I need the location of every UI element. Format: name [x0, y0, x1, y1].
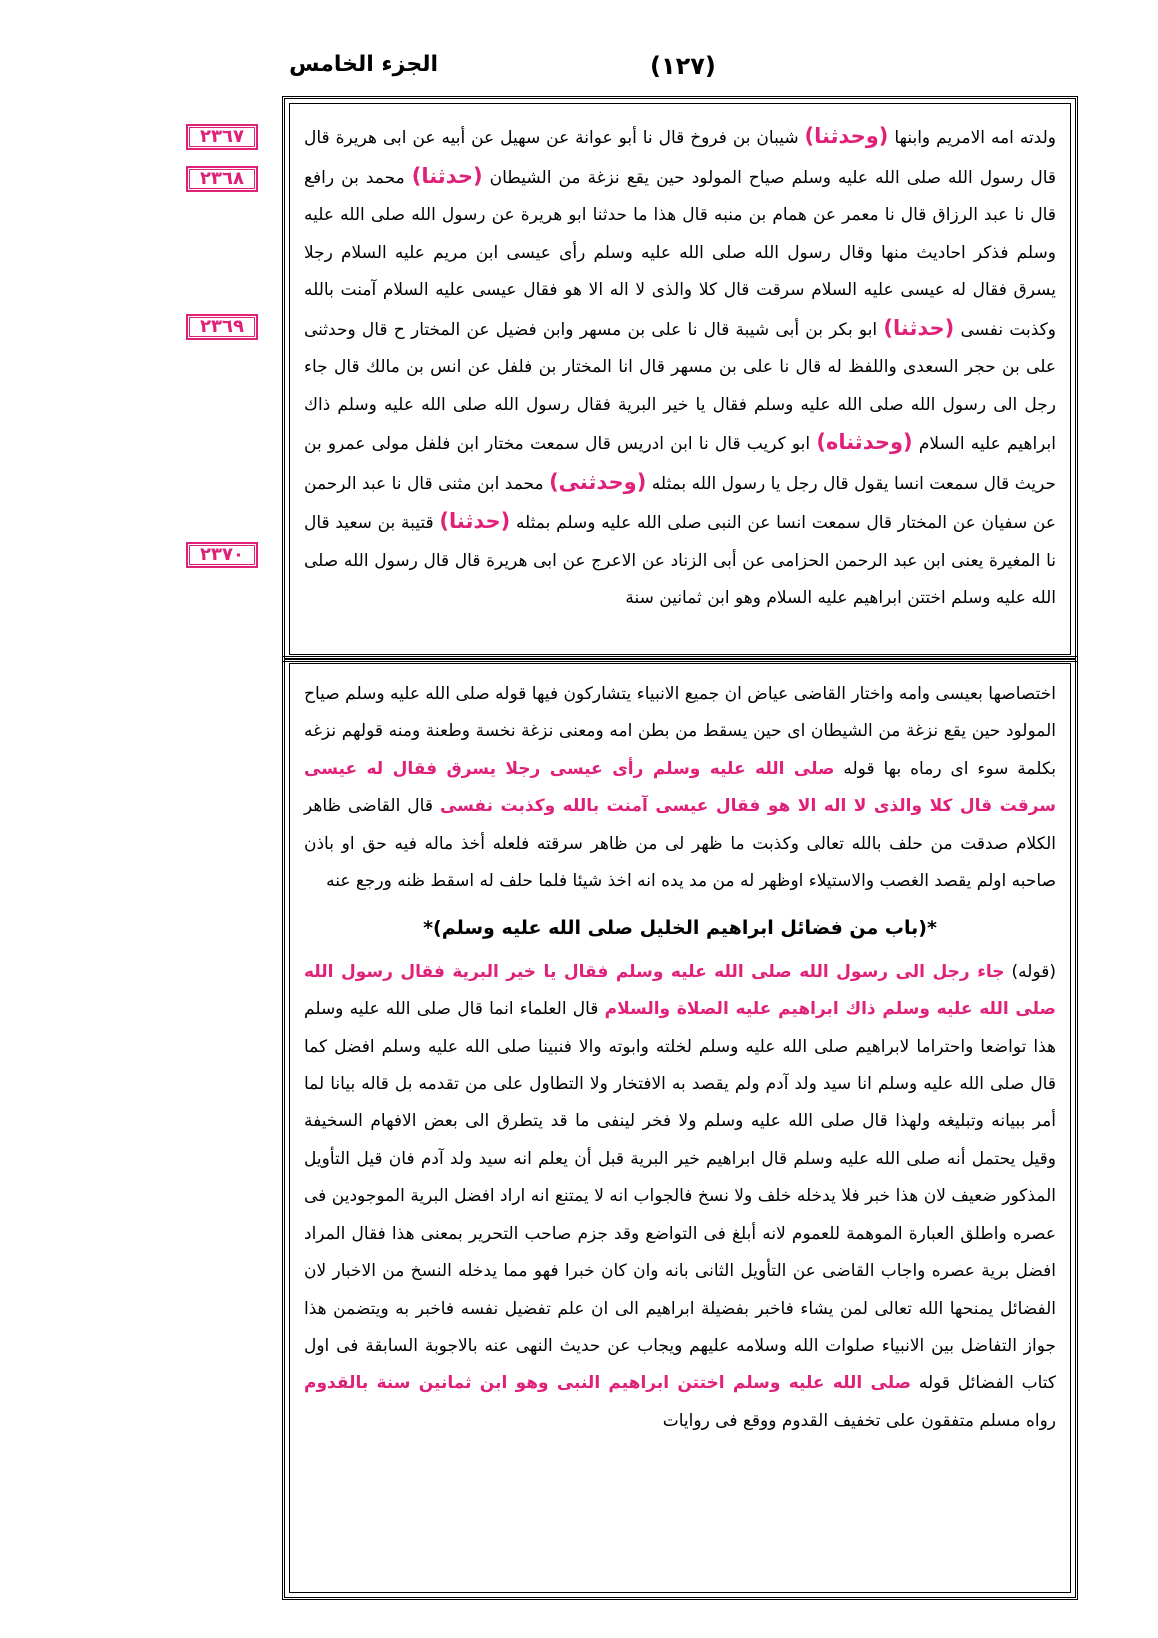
- commentary-paragraph: [304, 954, 1056, 1440]
- commentary-text: [290, 664, 1070, 1440]
- commentary-paragraph: [304, 676, 1056, 900]
- page-number: (١٢٧): [650, 52, 716, 80]
- text-segment: محمد ابن مثنى قال نا عبد الرحمن عن سفيان عن المختار قال سمعت انسا عن النبى صلى الله عليه وسلم بمثله: [304, 473, 1057, 533]
- text-segment: رواه مسلم متفقون على تخفيف القدوم ووقع فى روايات: [662, 1410, 1056, 1431]
- hadith-paragraph: [304, 118, 1056, 618]
- quoted-hadith: صلى الله عليه وسلم رأى عيسى رجلا يسرق فقال له عيسى سرقت قال كلا والذى لا اله الا هو فقال عيسى آمنت بالله وكذبت نفسى: [304, 758, 1057, 817]
- hadith-text-frame: [282, 96, 1078, 662]
- hadith-number: ٢٣٦٩: [186, 314, 258, 340]
- text-segment: محمد بن رافع قال نا عبد الرزاق قال نا معمر عن همام بن منبه قال هذا ما حدثنا ابو هريرة عن رسول الله صلى الله عليه وسلم فذكر احاديث منها وقال رسول الله صلى الله عليه وسلم رأى عيسى ابن مريم عليه السلام رجلا يسرق فقال له عيسى عليه السلام سرقت قال كلا والذى لا اله الا هو فقال عيسى عليه السلام آمنت بالله وكذبت نفسى: [304, 167, 1056, 340]
- text-segment: قال العلماء انما قال صلى الله عليه وسلم هذا تواضعا واحتراما لابراهيم صلى الله عليه وسلم لخلته وابوته والا فنبينا صلى الله عليه وسلم افضل كما قال صلى الله عليه وسلم انا سيد ولد آدم ولم يقصد به الافتخار ولا التطاول على من تقدمه بل قاله بيانا لما أمر ببيانه وتبليغه ولهذا قال صلى الله عليه وسلم ولا فخر لينفى ما قد يتطرق الى بعض الافهام السخيفة وقيل يحتمل أنه صلى الله عليه وسلم قال ابراهيم خير البرية قبل أن يعلم انه سيد ولد آدم فان قيل التأويل المذكور ضعيف لان هذا خبر فلا يدخله خلف ولا نسخ فالجواب انه لا يمتنع انه اراد افضل البرية الموجودين فى عصره واطلق العبارة الموهمة للعموم لانه أبلغ فى التواضع وقد جزم صاحب التحرير بمعنى هذا فقال المراد افضل برية عصره واجاب القاضى عن التأويل الثانى بانه وان كان خبرا فهو مما يدخله النسخ من الاخبار لان الفضائل يمنحها الله تعالى لمن يشاء فاخبر بفضيلة ابراهيم الى ان علم تفضيل نفسه فاخبر به ويتضمن هذا جواز التفاضل بين الانبياء صلوات الله وسلامه عليهم ويجاب عن حديث النهى عنه بالاجوبة السابقة فى اول كتاب الفضائل قوله: [304, 999, 1056, 1394]
- narration-keyword: (حدثنا): [883, 315, 955, 340]
- hadith-number: ٢٣٦٧: [186, 124, 258, 150]
- quoted-hadith: جاء رجل الى رسول الله صلى الله عليه وسلم فقال يا خير البرية فقال رسول الله صلى الله عليه وسلم ذاك ابراهيم عليه الصلاة والسلام: [304, 961, 1056, 1020]
- narration-keyword: (وحدثنا): [804, 124, 889, 148]
- narration-keyword: (وحدثنى): [549, 469, 647, 494]
- hadith-number: ٢٣٧٠: [186, 542, 258, 568]
- narration-keyword: (وحدثناه): [816, 430, 913, 454]
- narration-keyword: (حدثنا): [411, 163, 483, 188]
- text-segment: ابو كريب قال نا ابن ادريس قال سمعت مختار ابن فلفل مولى عمرو بن حريث قال سمعت انسا يقول قال رجل يا رسول الله بمثله: [304, 434, 1057, 494]
- quoted-hadith: صلى الله عليه وسلم اختتن ابراهيم النبى وهو ابن ثمانين سنة بالقدوم: [304, 1373, 912, 1394]
- hadith-text: [290, 104, 1070, 618]
- text-segment: (قوله): [1011, 961, 1057, 982]
- text-segment: ابو بكر بن أبى شيبة قال نا على بن مسهر وابن فضيل عن المختار ح قال وحدثنى على بن حجر السعدى واللفظ له قال نا على بن مسهر قال انا المختار بن فلفل عن انس بن مالك قال جاء رجل الى رسول الله صلى الله عليه وسلم فقال يا خير البرية فقال رسول الله صلى الله عليه وسلم ذاك ابراهيم عليه السلام: [304, 319, 1056, 454]
- text-segment: قال القاضى ظاهر الكلام صدقت من حلف بالله تعالى وكذبت ما ظهر لى من ظاهر سرقته فلعله أخذ ماله فيه حق او باذن صاحبه اولم يقصد الغصب والاستيلاء اوظهر له من مد يده انه اخذ شيئا فلما حلف له اسقط ظنه ورجع عنه: [304, 796, 1056, 892]
- hadith-number: ٢٣٦٨: [186, 166, 258, 192]
- text-segment: شيبان بن فروخ قال نا أبو عوانة عن سهيل عن أبيه عن ابى هريرة قال قال رسول الله صلى الله عليه وسلم صياح المولود حين يقع نزغة من الشيطان: [304, 128, 1057, 188]
- text-segment: ولدته امه الامريم وابنها: [894, 128, 1056, 148]
- narration-keyword: (حدثنا): [439, 509, 511, 533]
- chapter-title: *(باب من فضائل ابراهيم الخليل صلى الله عليه وسلم)*: [423, 917, 937, 940]
- text-segment: قتيبة بن سعيد قال نا المغيرة يعنى ابن عبد الرحمن الحزامى عن أبى الزناد عن الاعرج عن ابى هريرة قال قال رسول الله صلى الله عليه وسلم اختتن ابراهيم عليه السلام وهو ابن ثمانين سنة: [304, 513, 1056, 608]
- part-title: الجزء الخامس: [289, 52, 438, 77]
- text-segment: اختصاصها بعيسى وامه واختار القاضى عياض ان جميع الانبياء يتشاركون فيها قوله صلى الله عليه وسلم صياح المولود حين يقع نزغة من الشيطان اى حين يسقط من بطن امه ومعنى نزغة نخسة وطعنة ومنه قولهم نزغه بكلمة سوء اى رماه بها قوله: [304, 684, 1056, 779]
- commentary-frame: [282, 656, 1078, 1600]
